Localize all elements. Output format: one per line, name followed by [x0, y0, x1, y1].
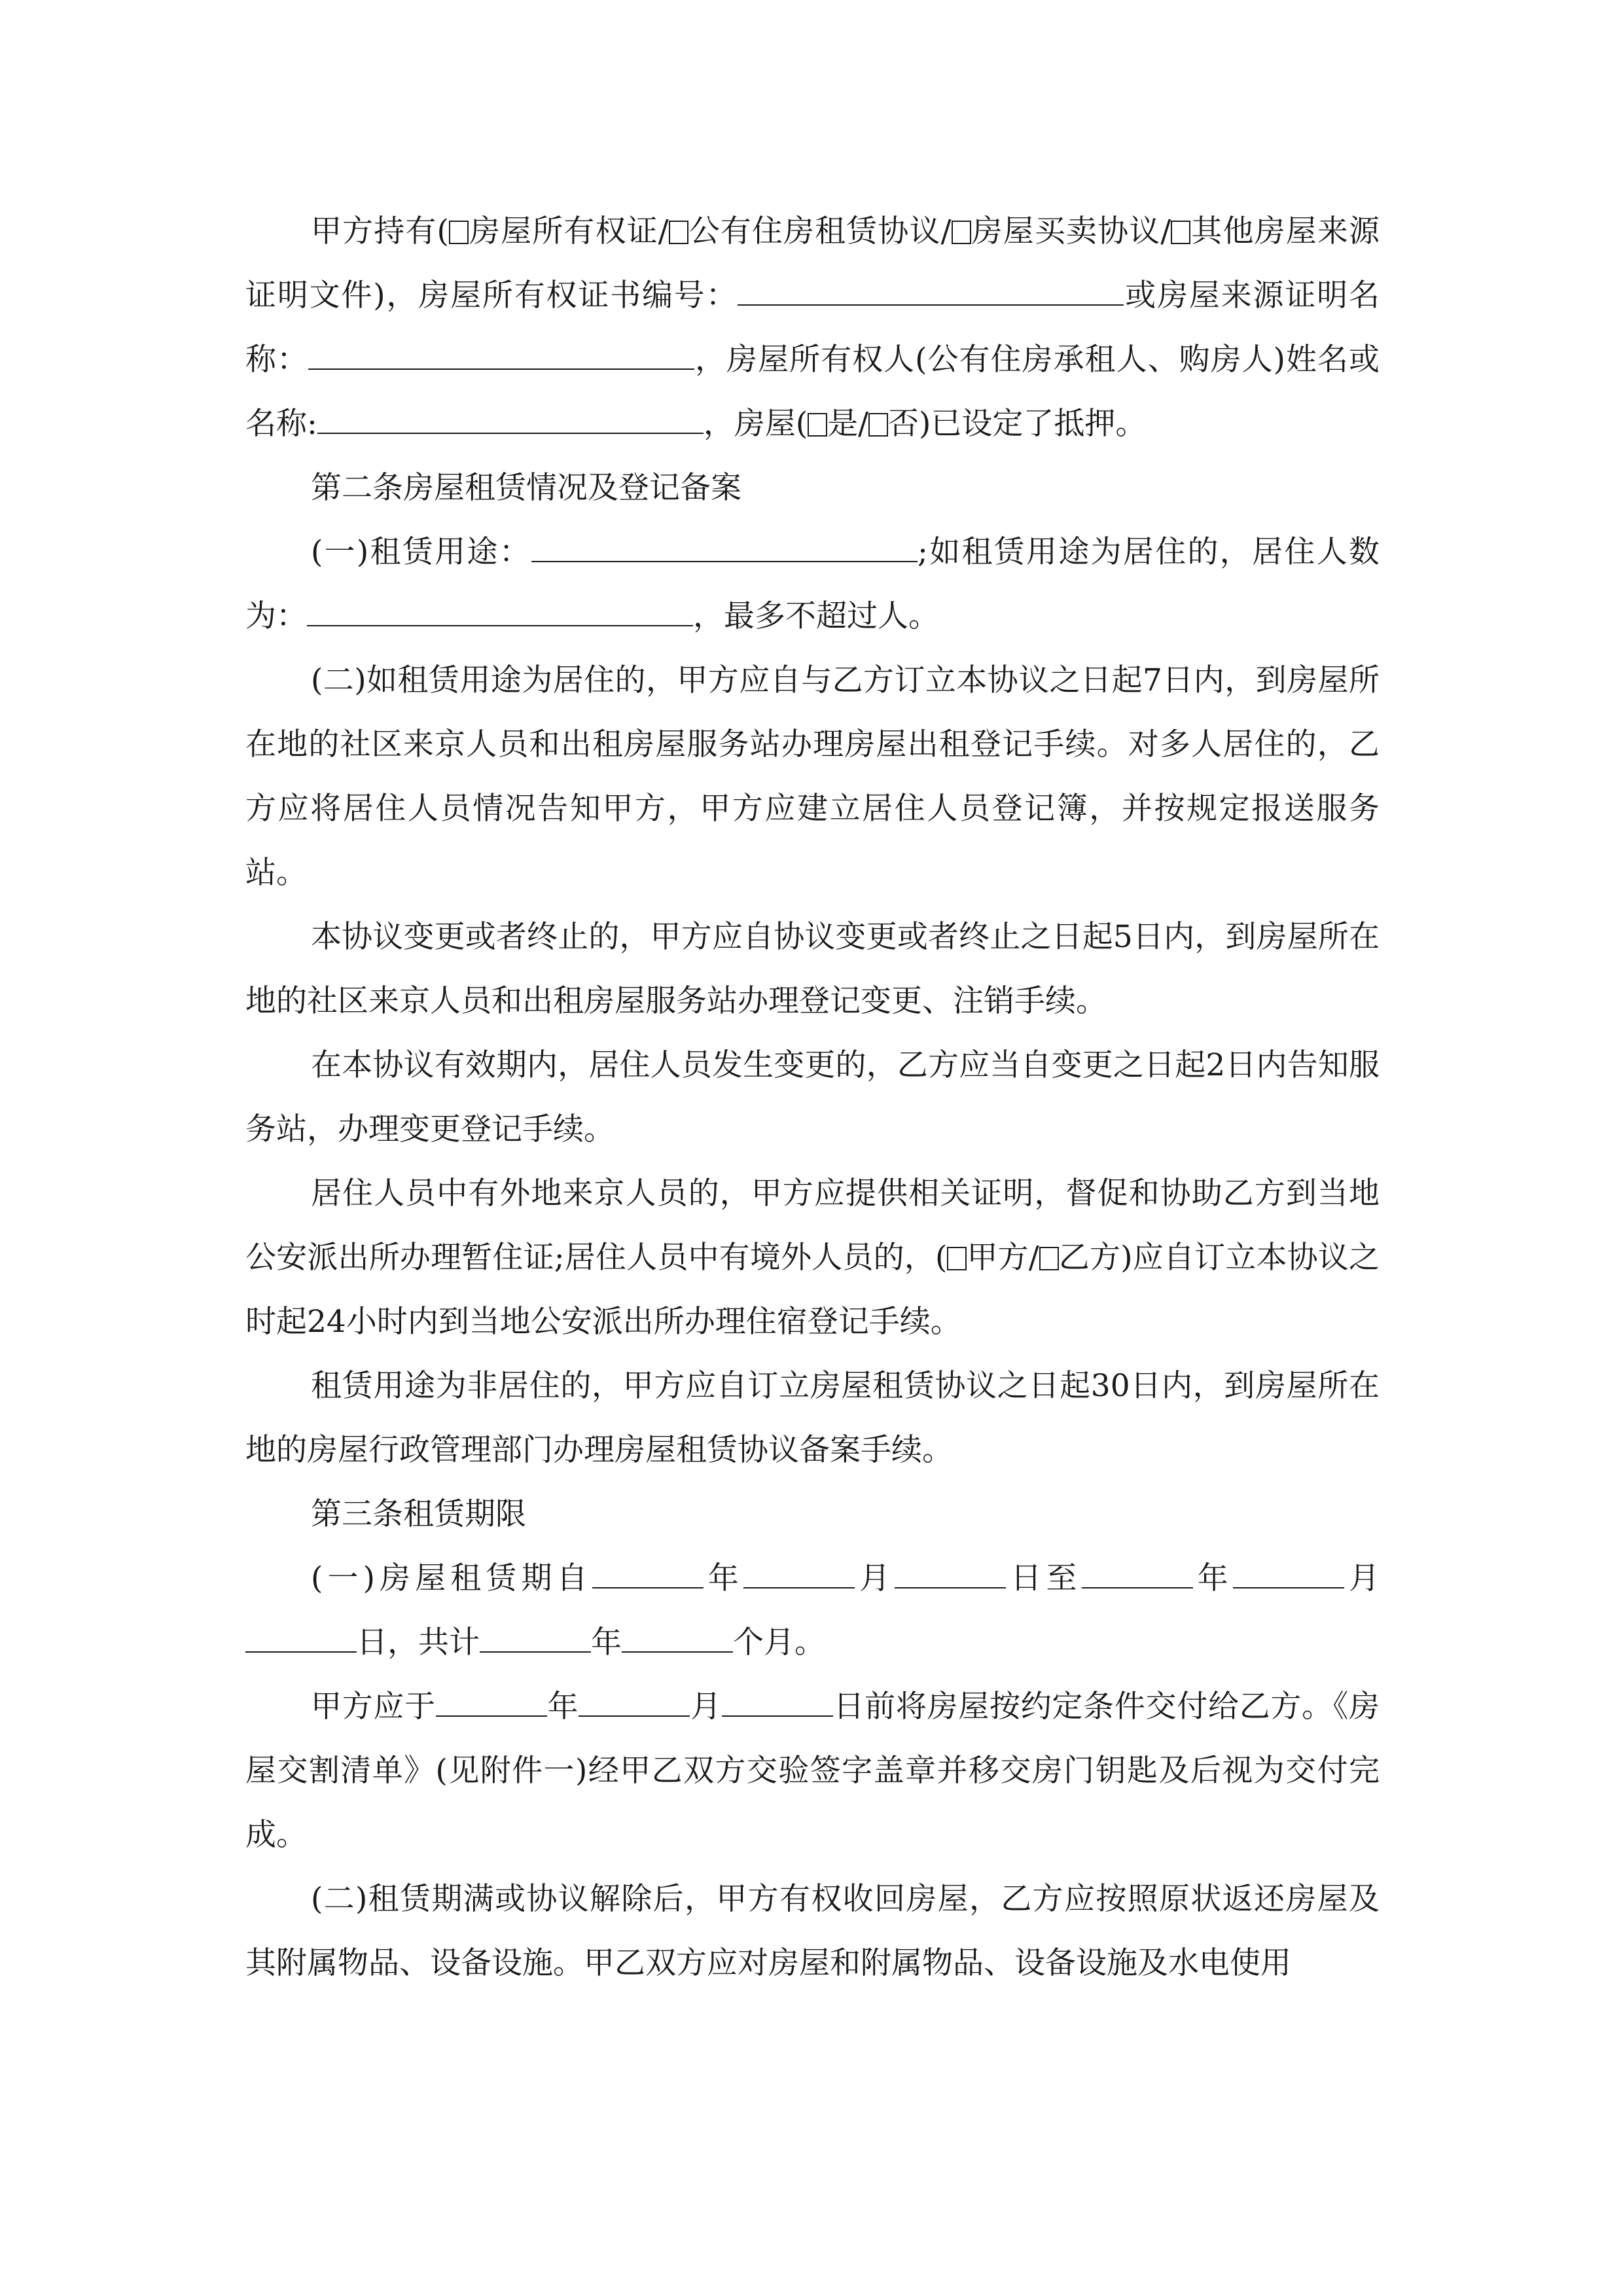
text: 房屋买卖协议/ — [971, 213, 1171, 249]
text: 个月。 — [733, 1624, 825, 1660]
text: 年 — [546, 1689, 579, 1725]
checkbox-other-documents[interactable] — [1171, 221, 1190, 244]
text: 年 — [1192, 1560, 1233, 1596]
text: 月 — [1344, 1560, 1380, 1596]
blank-total-months[interactable] — [622, 1625, 733, 1653]
checkbox-party-b[interactable] — [1039, 1247, 1059, 1270]
text: ，最多不超过人。 — [693, 598, 939, 634]
blank-certificate-number[interactable] — [738, 278, 1124, 306]
text: 房屋所有权证/ — [468, 213, 669, 249]
paragraph-delivery — [245, 1675, 1380, 1867]
blank-delivery-day[interactable] — [722, 1689, 833, 1717]
blank-owner-name[interactable] — [317, 406, 704, 434]
blank-total-years[interactable] — [480, 1625, 591, 1653]
blank-end-month[interactable] — [1233, 1561, 1344, 1588]
document-page — [245, 200, 1380, 1996]
checkbox-party-a[interactable] — [947, 1247, 967, 1270]
section-heading-article-2: 第二条房屋租赁情况及登记备案 — [311, 470, 741, 506]
blank-source-document-name[interactable] — [308, 342, 694, 370]
paragraph-ownership — [245, 200, 1380, 456]
text: 年 — [703, 1560, 744, 1596]
text: 月 — [855, 1560, 895, 1596]
checkbox-mortgage-yes[interactable] — [808, 413, 827, 437]
paragraph-change-termination: 本协议变更或者终止的，甲方应自协议变更或者终止之日起5日内，到房屋所在地的社区来京人员和出租房屋服务站办理登记变更、注销手续。 — [245, 919, 1380, 1019]
text: 其他房屋来源证明文件)，房屋所有权证书编号： — [245, 213, 1380, 314]
text: (一)租赁用途： — [311, 534, 532, 570]
blank-lease-purpose[interactable] — [531, 535, 918, 562]
paragraph-resident-change: 在本协议有效期内，居住人员发生变更的，乙方应当自变更之日起2日内告知服务站，办理变更登记手续。 — [245, 1047, 1380, 1147]
text: 甲方应于 — [311, 1689, 436, 1725]
section-heading-article-3: 第三条租赁期限 — [311, 1496, 526, 1532]
text: 日前将房屋按约定条件交付给乙方。《房屋交割清单》(见附件一)经甲乙双方交验签字盖章并移交房门钥匙及后视为交付完成。 — [245, 1689, 1380, 1853]
text: 日，共计 — [357, 1624, 480, 1660]
checkbox-mortgage-no[interactable] — [868, 413, 888, 437]
text: 或房屋来源证明名称： — [245, 278, 1380, 378]
text: 月 — [690, 1689, 722, 1725]
paragraph-lease-term — [245, 1547, 1380, 1675]
paragraph-registration: (二)如租赁用途为居住的，甲方应自与乙方订立本协议之日起7日内，到房屋所在地的社区来京人员和出租房屋服务站办理房屋出租登记手续。对多人居住的，乙方应将居住人员情况告知甲方，甲方应建立居住人员登记簿，并按规定报送服务站。 — [245, 662, 1380, 891]
blank-start-month[interactable] — [743, 1561, 855, 1588]
text: ，房屋( — [703, 406, 808, 442]
blank-start-year[interactable] — [592, 1561, 704, 1588]
text: ;如租赁用途为居住的，居住人数为： — [245, 534, 1380, 634]
text: 是/ — [827, 406, 869, 442]
blank-resident-count[interactable] — [307, 599, 693, 626]
paragraph-nonlocal-residents — [245, 1162, 1380, 1354]
text: ，房屋所有权人(公有住房承租人、购房人)姓名或名称: — [245, 342, 1380, 442]
blank-end-day[interactable] — [245, 1625, 357, 1653]
text: 乙方)应自订立本协议之时起24小时内到当地公安派出所办理住宿登记手续。 — [245, 1240, 1380, 1340]
paragraph-lease-expiry: (二)租赁期满或协议解除后，甲方有权收回房屋，乙方应按照原状返还房屋及其附属物品、设备设施。甲乙双方应对房屋和附属物品、设备设施及水电使用 — [245, 1881, 1380, 1981]
text: 公有住房租赁协议/ — [688, 213, 952, 249]
text: 甲方/ — [967, 1240, 1039, 1276]
blank-delivery-month[interactable] — [579, 1689, 690, 1717]
checkbox-public-housing-lease[interactable] — [669, 221, 688, 244]
blank-end-year[interactable] — [1082, 1561, 1193, 1588]
text: 年 — [591, 1624, 622, 1660]
text: 否)已设定了抵押。 — [888, 406, 1147, 442]
blank-delivery-year[interactable] — [436, 1689, 547, 1717]
checkbox-ownership-certificate[interactable] — [449, 221, 469, 244]
text: 居住人员中有外地来京人员的，甲方应提供相关证明，督促和协助乙方到当地公安派出所办理暂住证;居住人员中有境外人员的，( — [245, 1175, 1380, 1276]
paragraph-lease-purpose — [245, 520, 1380, 649]
blank-start-day[interactable] — [895, 1561, 1006, 1588]
checkbox-purchase-agreement[interactable] — [952, 221, 971, 244]
text: 甲方持有( — [311, 213, 449, 249]
paragraph-non-residential: 租赁用途为非居住的，甲方应自订立房屋租赁协议之日起30日内，到房屋所在地的房屋行政管理部门办理房屋租赁协议备案手续。 — [245, 1368, 1380, 1468]
text: (一)房屋租赁期自 — [311, 1560, 592, 1596]
text: 日至 — [1006, 1560, 1082, 1596]
